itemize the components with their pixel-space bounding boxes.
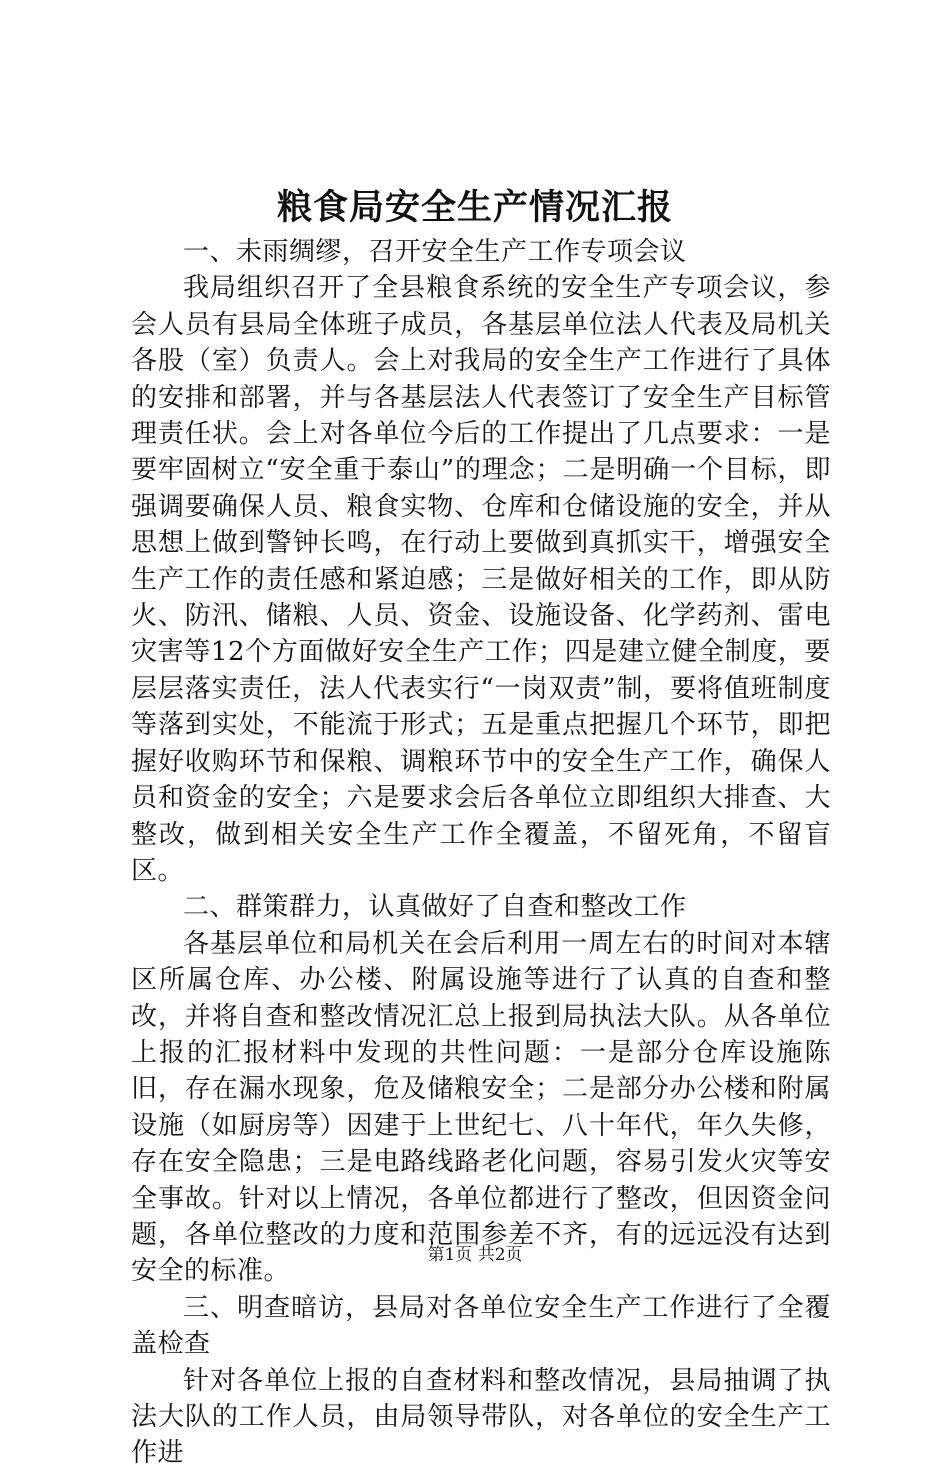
paragraph-3: 针对各单位上报的自查材料和整改情况，县局抽调了执法大队的工作人员，由局领导带队，对各单位的安全生产工作进 (131, 1365, 831, 1469)
paragraph-2: 各基层单位和局机关在会后利用一周左右的时间对本辖区所属仓库、办公楼、附属设施等进行了认真的自查和整改，并将自查和整改情况汇总上报到局执法大队。从各单位上报的汇报材料中发现的共性问题：一是部分仓库设施陈旧，存在漏水现象，危及储粮安全；二是部分办公楼和附属设施（如厨房等）因建于上世纪七、八十年代，年久失修，存在安全隐患；三是电路线路老化问题，容易引发火灾等安全事故。针对以上情况，各单位都进行了整改，但因资金问题，各单位整改的力度和范围参差不齐，有的远远没有达到安全的标准。 (131, 928, 831, 1287)
page-number-footer: 第1页 共2页 (427, 1245, 523, 1265)
section-heading-2: 二、群策群力，认真做好了自查和整改工作 (183, 892, 687, 923)
document-body (131, 234, 831, 1472)
document-title: 粮食局安全生产情况汇报 (276, 187, 673, 228)
paragraph-1: 我局组织召开了全县粮食系统的安全生产专项会议，参会人员有县局全体班子成员，各基层单位法人代表及局机关各股（室）负责人。会上对我局的安全生产工作进行了具体的安排和部署，并与各基层法人代表签订了安全生产目标管理责任状。会上对各单位今后的工作提出了几点要求：一是要牢固树立“安全重于泰山”的理念；二是明确一个目标，即强调要确保人员、粮食实物、仓库和仓储设施的安全，并从思想上做到警钟长鸣，在行动上要做到真抓实干，增强安全生产工作的责任感和紧迫感；三是做好相关的工作，即从防火、防汛、储粮、人员、资金、设施设备、化学药剂、雷电灾害等12个方面做好安全生产工作；四是建立健全制度，要层层落实责任，法人代表实行“一岗双责”制，要将值班制度等落到实处，不能流于形式；五是重点把握几个环节，即把握好收购环节和保粮、调粮环节中的安全生产工作，确保人员和资金的安全；六是要求会后各单位立即组织大排查、大整改，做到相关安全生产工作全覆盖，不留死角，不留盲区。 (131, 273, 831, 886)
section-heading-3: 三、明查暗访，县局对各单位安全生产工作进行了全覆盖检查 (131, 1292, 831, 1360)
section-heading-1: 一、未雨绸缪，召开安全生产工作专项会议 (183, 237, 687, 267)
